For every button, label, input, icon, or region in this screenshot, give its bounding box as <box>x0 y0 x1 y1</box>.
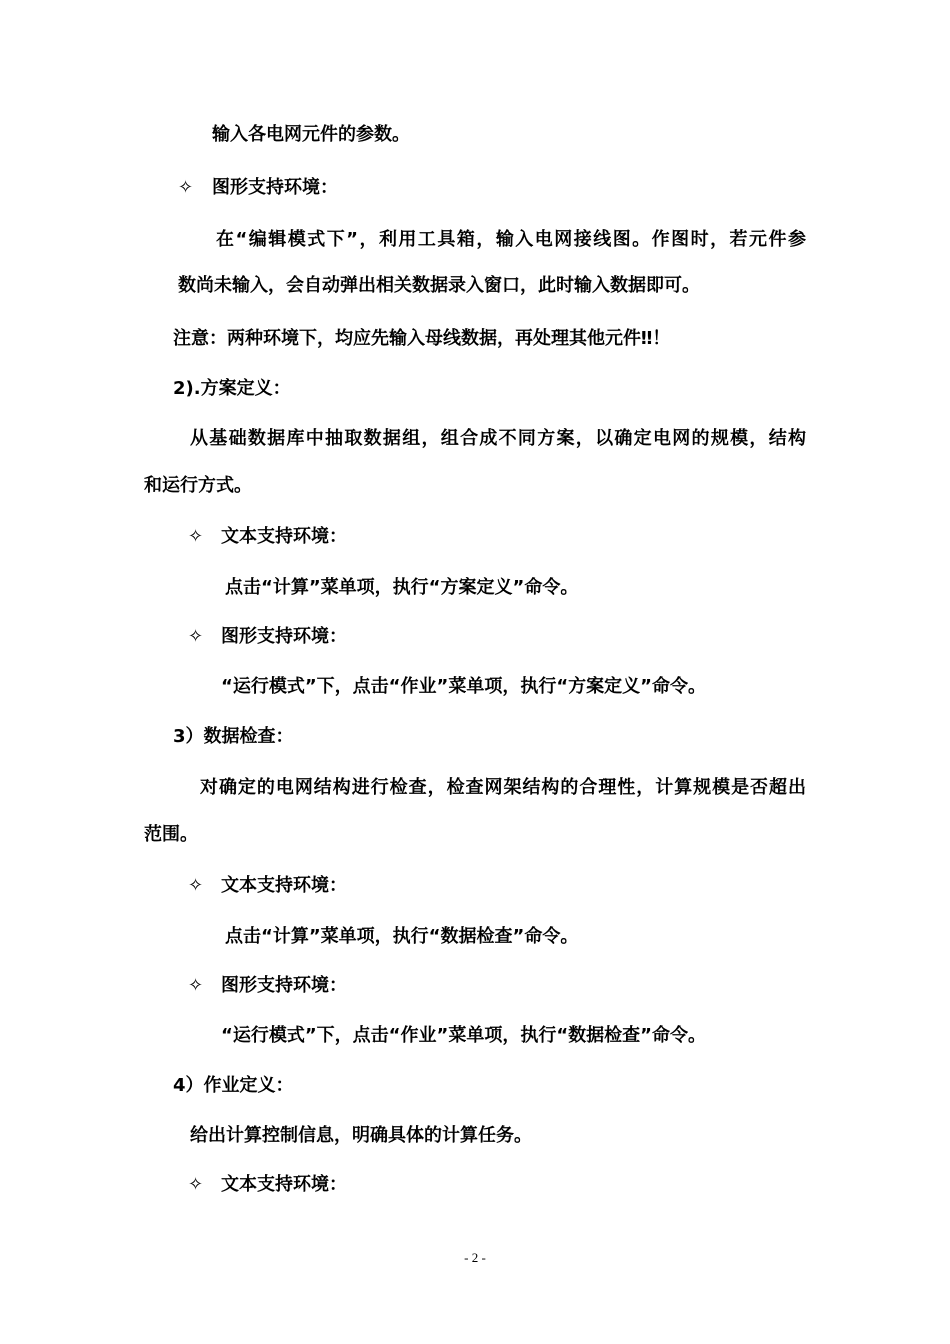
paragraph-line-3: 在“编辑模式下”，利用工具箱，输入电网接线图。作图时，若元件参 <box>216 229 806 250</box>
section-heading-2: 2).方案定义： <box>173 378 291 399</box>
bullet-icon: ✧ <box>188 526 204 547</box>
heading-graphic-env-3: 图形支持环境： <box>221 975 347 996</box>
bullet-icon: ✧ <box>188 875 204 896</box>
line-1: 输入各电网元件的参数。 <box>212 124 410 145</box>
bullet-icon: ✧ <box>188 1174 204 1195</box>
heading-text-env-3: 文本支持环境： <box>221 1174 347 1195</box>
instruction-line-19: “运行模式”下，点击“作业”菜单项，执行“数据检查”命令。 <box>221 1025 706 1046</box>
heading-graphic-env-1: 图形支持环境： <box>212 177 338 198</box>
heading-text-env-2: 文本支持环境： <box>221 875 347 896</box>
bullet-icon: ✧ <box>188 975 204 996</box>
paragraph-line-7: 从基础数据库中抽取数据组，组合成不同方案，以确定电网的规模，结构 <box>190 428 806 449</box>
instruction-line-10: 点击“计算”菜单项，执行“方案定义”命令。 <box>225 577 579 598</box>
bullet-icon: ✧ <box>178 177 194 198</box>
paragraph-line-4: 数尚未输入，会自动弹出相关数据录入窗口，此时输入数据即可。 <box>178 275 700 296</box>
paragraph-line-15: 范围。 <box>144 824 198 845</box>
heading-text-env-1: 文本支持环境： <box>221 526 347 547</box>
instruction-line-12: “运行模式”下，点击“作业”菜单项，执行“方案定义”命令。 <box>221 676 706 697</box>
paragraph-line-21: 给出计算控制信息，明确具体的计算任务。 <box>190 1125 532 1146</box>
section-heading-3: 3）数据检查： <box>173 726 294 747</box>
page-number: - 2 - <box>464 1250 486 1265</box>
note-line: 注意：两种环境下，均应先输入母线数据，再处理其他元件‼！ <box>173 328 671 349</box>
paragraph-line-14: 对确定的电网结构进行检查，检查网架结构的合理性，计算规模是否超出 <box>200 777 806 798</box>
instruction-line-17: 点击“计算”菜单项，执行“数据检查”命令。 <box>225 926 579 947</box>
section-heading-4: 4）作业定义： <box>173 1075 294 1096</box>
heading-graphic-env-2: 图形支持环境： <box>221 626 347 647</box>
paragraph-line-8: 和运行方式。 <box>144 475 252 496</box>
bullet-icon: ✧ <box>188 626 204 647</box>
